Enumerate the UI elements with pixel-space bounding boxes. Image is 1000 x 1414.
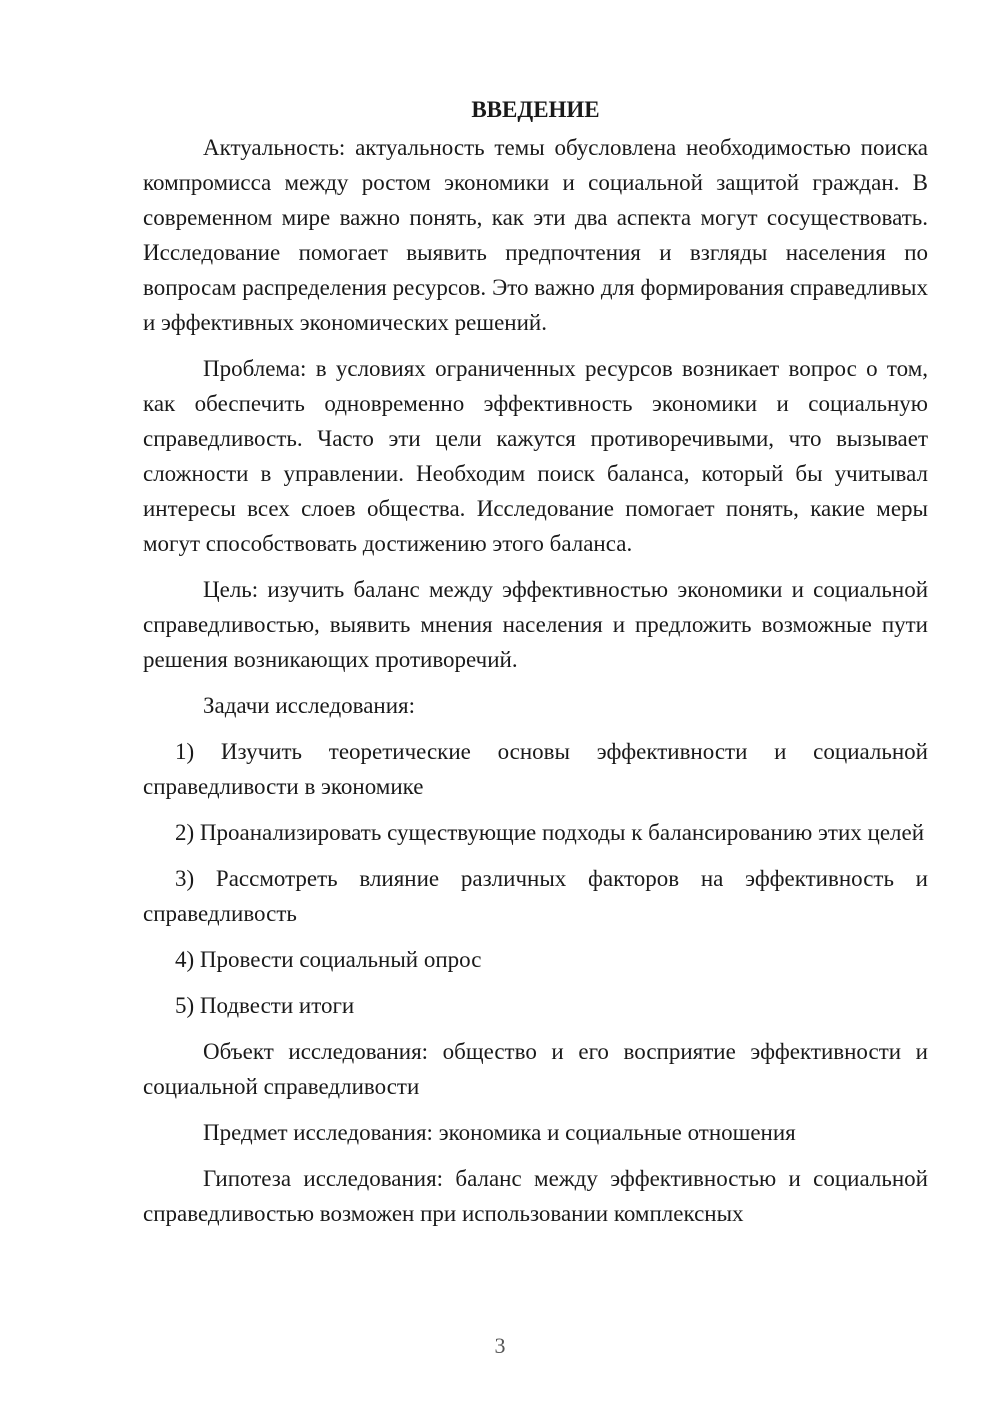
- task-item: 3) Рассмотреть влияние различных факторов на эффективность и справедливость: [143, 866, 928, 926]
- document-body: [143, 92, 928, 1242]
- task-item: 1) Изучить теоретические основы эффективности и социальной справедливости в экономике: [143, 739, 928, 799]
- goal-paragraph: Цель: изучить баланс между эффективностью экономики и социальной справедливостью, выявить мнения населения и предложить возможные пути решения возникающих противоречий.: [143, 577, 928, 672]
- tasks-heading: Задачи исследования:: [203, 693, 416, 718]
- relevance-paragraph: Актуальность: актуальность темы обусловлена необходимостью поиска компромисса между ростом экономики и социальной защитой граждан. В современном мире важно понять, как эти два аспекта могут сосуществовать. Исследование помогает выявить предпочтения и взгляды населения по вопросам распределения ресурсов. Это важно для формирования справедливых и эффективных экономических решений.: [143, 135, 928, 335]
- task-item: 5) Подвести итоги: [175, 993, 355, 1018]
- problem-paragraph: Проблема: в условиях ограниченных ресурсов возникает вопрос о том, как обеспечить одновременно эффективность экономики и социальную справедливость. Часто эти цели кажутся противоречивыми, что вызывает сложности в управлении. Необходим поиск баланса, который бы учитывал интересы всех слоев общества. Исследование помогает понять, какие меры могут способствовать достижению этого баланса.: [143, 356, 928, 556]
- page-number: 3: [494, 1333, 506, 1358]
- task-item: 2) Проанализировать существующие подходы к балансированию этих целей: [175, 820, 925, 845]
- task-item: 4) Провести социальный опрос: [175, 947, 482, 972]
- object-paragraph: Объект исследования: общество и его восприятие эффективности и социальной справедливости: [143, 1039, 928, 1099]
- tasks-list: [143, 734, 928, 1023]
- page-title: ВВЕДЕНИЕ: [471, 97, 600, 122]
- subject-paragraph: Предмет исследования: экономика и социальные отношения: [203, 1120, 796, 1145]
- hypothesis-paragraph: Гипотеза исследования: баланс между эффективностью и социальной справедливостью возможен при использовании комплексных: [143, 1166, 928, 1226]
